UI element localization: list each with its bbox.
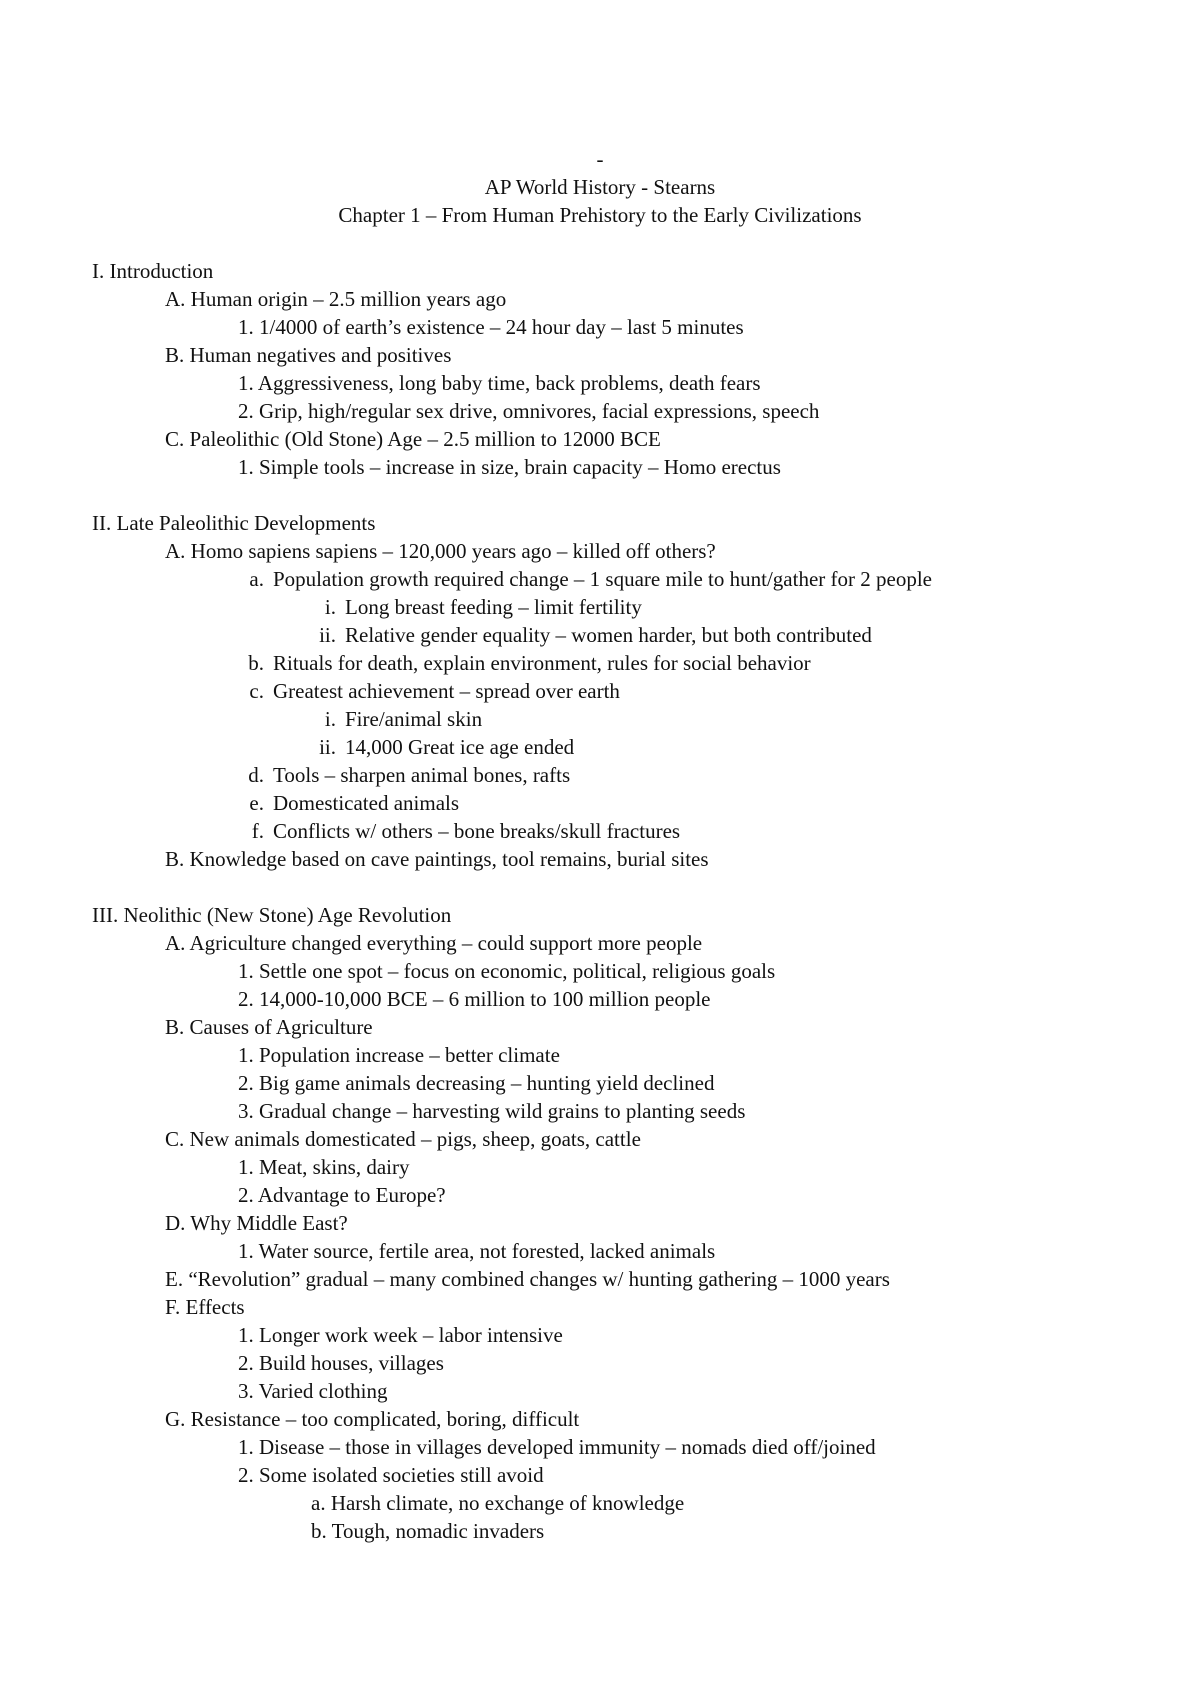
chapter-title: Chapter 1 – From Human Prehistory to the Early Civilizations xyxy=(338,203,862,227)
outline-item: F. Effects xyxy=(165,1295,245,1319)
outline-item: 3. Gradual change – harvesting wild grains to planting seeds xyxy=(238,1099,746,1123)
outline-item: 1. Meat, skins, dairy xyxy=(238,1155,410,1179)
list-item-text: Greatest achievement – spread over earth xyxy=(273,679,620,703)
list-marker: i. xyxy=(324,707,336,731)
list-item xyxy=(249,678,620,705)
outline-item: 1. Longer work week – labor intensive xyxy=(238,1323,563,1347)
list-item-text: Tools – sharpen animal bones, rafts xyxy=(273,763,571,787)
outline-item: A. Agriculture changed everything – could support more people xyxy=(165,931,703,955)
outline-item: 2. Big game animals decreasing – hunting yield declined xyxy=(238,1071,715,1095)
list-item xyxy=(319,622,872,649)
list-item xyxy=(249,566,932,593)
list-item-text: 14,000 Great ice age ended xyxy=(345,735,575,759)
outline-item: 1. Settle one spot – focus on economic, political, religious goals xyxy=(238,959,776,983)
outline-item: 1. 1/4000 of earth’s existence – 24 hour day – last 5 minutes xyxy=(238,315,744,339)
outline-item: 1. Simple tools – increase in size, brain capacity – Homo erectus xyxy=(238,455,781,479)
list-marker: c. xyxy=(249,679,264,703)
outline-item: 2. Grip, high/regular sex drive, omnivores, facial expressions, speech xyxy=(238,399,820,423)
list-marker: ii. xyxy=(319,623,336,647)
outline-item: a. Harsh climate, no exchange of knowledge xyxy=(311,1491,685,1515)
list-item xyxy=(248,762,571,789)
list-marker: ii. xyxy=(319,735,336,759)
outline-item: 2. Build houses, villages xyxy=(238,1351,444,1375)
list-item xyxy=(324,706,483,733)
outline-item: 3. Varied clothing xyxy=(238,1379,388,1403)
list-marker: a. xyxy=(249,567,264,591)
outline-item: C. New animals domesticated – pigs, sheep, goats, cattle xyxy=(165,1127,641,1151)
outline-item: 1. Water source, fertile area, not forested, lacked animals xyxy=(238,1239,716,1263)
outline-item: b. Tough, nomadic invaders xyxy=(311,1519,545,1543)
outline-item: B. Knowledge based on cave paintings, tool remains, burial sites xyxy=(165,847,709,871)
section-heading-2: II. Late Paleolithic Developments xyxy=(92,511,376,535)
section-heading-3: III. Neolithic (New Stone) Age Revolution xyxy=(92,903,452,927)
list-item xyxy=(251,818,681,845)
outline-item: 2. 14,000-10,000 BCE – 6 million to 100 million people xyxy=(238,987,711,1011)
outline-item: 1. Aggressiveness, long baby time, back problems, death fears xyxy=(238,371,761,395)
list-item-text: Conflicts w/ others – bone breaks/skull fractures xyxy=(273,819,681,843)
outline-item: B. Causes of Agriculture xyxy=(165,1015,373,1039)
list-marker: d. xyxy=(248,763,264,787)
outline-item: 2. Some isolated societies still avoid xyxy=(238,1463,544,1487)
list-item xyxy=(249,790,460,817)
list-item-text: Population growth required change – 1 square mile to hunt/gather for 2 people xyxy=(273,567,932,591)
list-marker: i. xyxy=(324,595,336,619)
outline-item: E. “Revolution” gradual – many combined changes w/ hunting gathering – 1000 years xyxy=(165,1267,890,1291)
section-heading-1: I. Introduction xyxy=(92,259,214,283)
list-item-text: Long breast feeding – limit fertility xyxy=(345,595,642,619)
list-item-text: Domesticated animals xyxy=(273,791,460,815)
outline-item: C. Paleolithic (Old Stone) Age – 2.5 million to 12000 BCE xyxy=(165,427,661,451)
header-mark: - xyxy=(596,147,604,171)
outline-item: 1. Disease – those in villages developed immunity – nomads died off/joined xyxy=(238,1435,876,1459)
outline-item: G. Resistance – too complicated, boring, difficult xyxy=(165,1407,580,1431)
list-item-text: Relative gender equality – women harder, but both contributed xyxy=(345,623,872,647)
list-item-text: Fire/animal skin xyxy=(345,707,483,731)
outline-item: A. Human origin – 2.5 million years ago xyxy=(165,287,507,311)
list-item xyxy=(319,734,575,761)
outline-item: B. Human negatives and positives xyxy=(165,343,452,367)
list-item-text: Rituals for death, explain environment, rules for social behavior xyxy=(273,651,811,675)
list-marker: f. xyxy=(251,819,264,843)
course-title: AP World History - Stearns xyxy=(484,175,716,199)
outline-item: 2. Advantage to Europe? xyxy=(238,1183,446,1207)
outline-item: A. Homo sapiens sapiens – 120,000 years ago – killed off others? xyxy=(165,539,716,563)
list-marker: b. xyxy=(248,651,264,675)
list-marker: e. xyxy=(249,791,264,815)
outline-item: D. Why Middle East? xyxy=(165,1211,348,1235)
list-item xyxy=(248,650,811,677)
outline-item: 1. Population increase – better climate xyxy=(238,1043,560,1067)
list-item xyxy=(324,594,642,621)
